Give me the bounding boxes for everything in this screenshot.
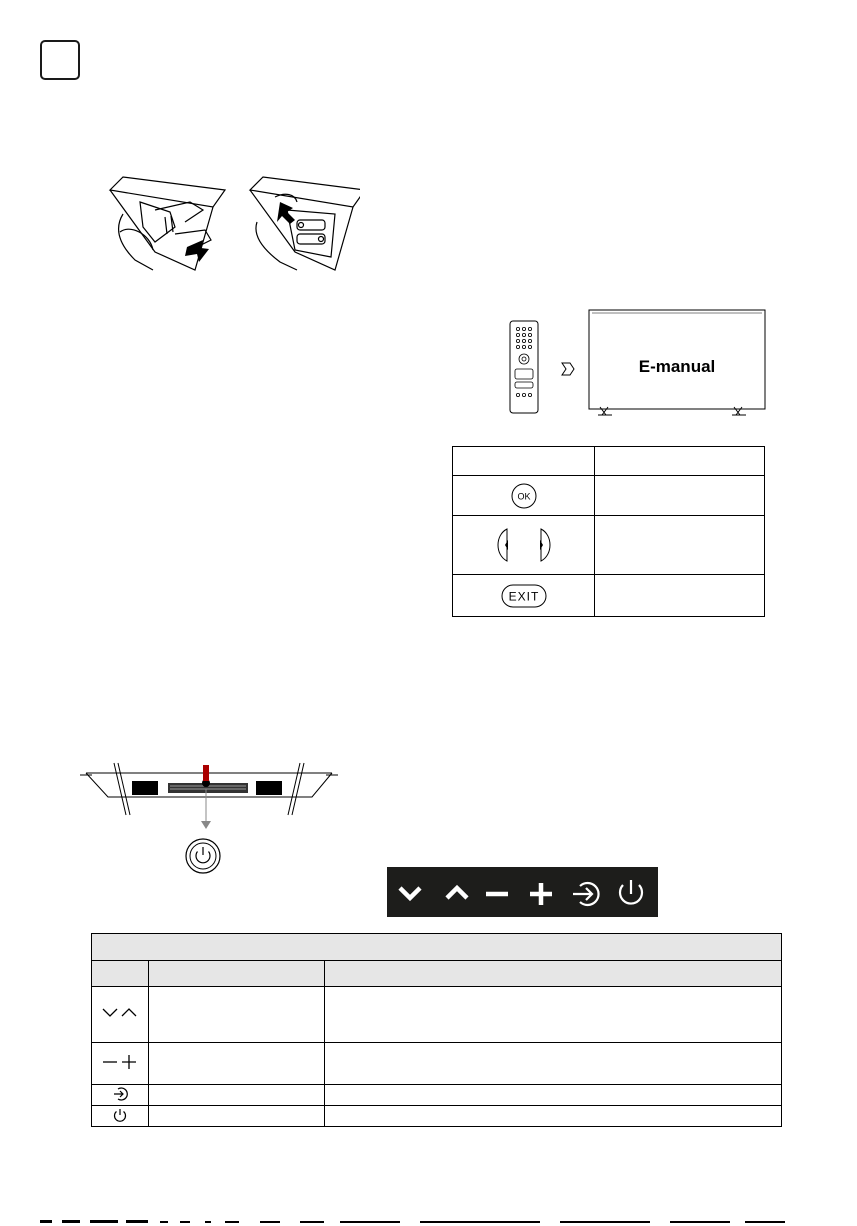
table-row [92, 1085, 782, 1106]
channel-key-name [149, 987, 325, 1043]
table-row [92, 1106, 782, 1127]
remote-buttons-table [452, 446, 765, 617]
header-cell-icon [92, 961, 149, 987]
channel-key-function [325, 987, 782, 1043]
ok-button-text: OK [516, 491, 531, 501]
tv-back-control-illustration [78, 755, 340, 880]
power-icon [620, 880, 642, 904]
header-cell-button [453, 447, 595, 476]
volume-key-name [149, 1043, 325, 1085]
power-icon [92, 1106, 149, 1127]
table-title-row [92, 934, 782, 961]
table-title-cell [92, 934, 782, 961]
volume-key-function [325, 1043, 782, 1085]
input-source-icon [92, 1085, 149, 1106]
arrow-buttons-description [595, 516, 765, 575]
exit-button-icon [453, 575, 595, 617]
power-key-name [149, 1106, 325, 1127]
battery-install-illustration [95, 172, 360, 277]
header-cell-function [325, 961, 782, 987]
exit-button-description [595, 575, 765, 617]
control-functions-table [91, 933, 782, 1127]
input-key-name [149, 1085, 325, 1106]
table-header-row [92, 961, 782, 987]
table-row [453, 447, 765, 476]
header-cell-name [149, 961, 325, 987]
left-right-arrow-buttons-icon [453, 516, 595, 575]
table-row [92, 1043, 782, 1085]
emanual-screen-label: E-manual [638, 357, 716, 376]
page-number-box [40, 40, 80, 80]
input-source-icon [573, 883, 599, 905]
chevron-up-icon [447, 888, 467, 898]
table-row [453, 476, 765, 516]
header-cell-description [595, 447, 765, 476]
ok-button-description [595, 476, 765, 516]
volume-minus-plus-icon [92, 1043, 149, 1085]
table-row [453, 516, 765, 575]
ok-button-icon [453, 476, 595, 516]
power-key-function [325, 1106, 782, 1127]
remote-to-emanual-figure [498, 305, 773, 420]
control-key-strip [387, 867, 658, 917]
table-row [453, 575, 765, 617]
input-key-function [325, 1085, 782, 1106]
exit-button-text: EXIT [508, 589, 539, 603]
bottom-edge-artifact [0, 1219, 857, 1224]
plus-icon [530, 883, 552, 905]
power-button-icon [186, 839, 220, 873]
channel-down-up-icon [92, 987, 149, 1043]
table-row [92, 987, 782, 1043]
chevron-down-icon [400, 888, 420, 898]
